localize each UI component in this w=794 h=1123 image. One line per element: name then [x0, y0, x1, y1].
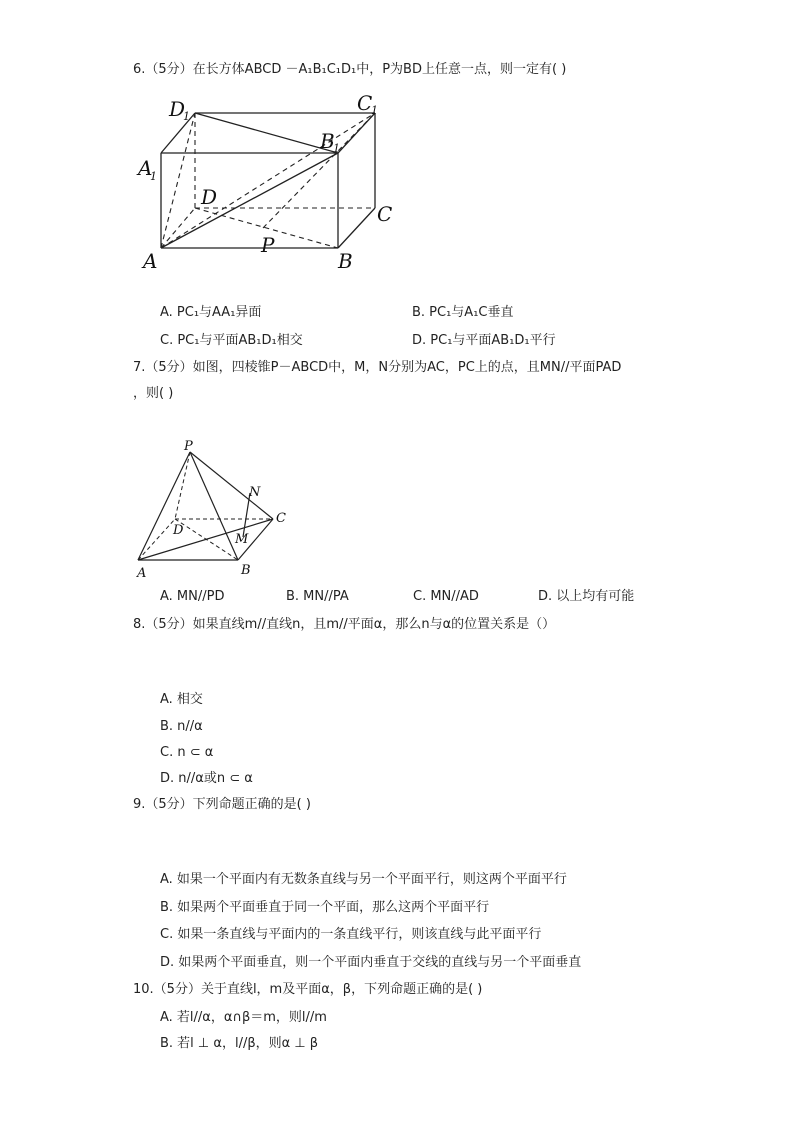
label-b1-sub: 1 — [333, 142, 340, 155]
label-a: A — [137, 566, 147, 581]
q9-option-b: B. 如果两个平面垂直于同一个平面，那么这两个平面平行 — [160, 900, 490, 915]
label-c: C — [377, 202, 393, 226]
q8-option-d: D. n//α或n ⊂ α — [160, 771, 253, 786]
label-p: P — [261, 233, 275, 257]
q9-option-c: C. 如果一条直线与平面内的一条直线平行，则该直线与此平面平行 — [160, 927, 542, 942]
q7-option-b: B. MN//PA — [286, 589, 349, 604]
cuboid-figure — [133, 88, 403, 278]
q6-stem: 6.（5分）在长方体ABCD －A₁B₁C₁D₁中，P为BD上任意一点，则一定有( ) — [133, 62, 567, 77]
q7-stem-line2: ，则( ) — [133, 386, 174, 401]
q6-option-a: A. PC₁与AA₁异面 — [160, 305, 262, 320]
label-d: D — [201, 185, 218, 209]
label-a1-sub: 1 — [150, 170, 157, 183]
label-b1: B — [320, 129, 335, 153]
q6-option-d: D. PC₁与平面AB₁D₁平行 — [412, 333, 556, 348]
q9-option-a: A. 如果一个平面内有无数条直线与另一个平面平行，则这两个平面平行 — [160, 872, 567, 887]
q8-stem: 8.（5分）如果直线m//直线n，且m//平面α，那么n与α的位置关系是（） — [133, 617, 556, 632]
label-b: B — [338, 249, 353, 273]
label-a: A — [143, 249, 158, 273]
q10-option-a: A. 若l//α，α∩β＝m，则l//m — [160, 1010, 327, 1025]
q7-stem-line1: 7.（5分）如图，四棱锥P－ABCD中，M，N分别为AC，PC上的点，且MN//平面PAD — [133, 360, 622, 375]
label-c1-sub: 1 — [371, 104, 378, 117]
label-a1: A — [138, 156, 153, 180]
label-p: P — [184, 439, 193, 454]
q8-option-c: C. n ⊂ α — [160, 745, 214, 760]
q8-option-a: A. 相交 — [160, 692, 203, 707]
label-b: B — [241, 563, 251, 578]
label-n: N — [249, 485, 261, 500]
label-d1: D — [169, 97, 186, 121]
label-d1-sub: 1 — [183, 110, 190, 123]
q7-option-c: C. MN//AD — [413, 589, 479, 604]
q10-stem: 10.（5分）关于直线l，m及平面α，β，下列命题正确的是( ) — [133, 982, 483, 997]
label-m: M — [235, 532, 249, 547]
q9-stem: 9.（5分）下列命题正确的是( ) — [133, 797, 311, 812]
q7-option-d: D. 以上均有可能 — [538, 589, 635, 604]
pyramid-figure — [133, 437, 303, 582]
q10-option-b: B. 若l ⊥ α，l//β，则α ⊥ β — [160, 1036, 319, 1051]
q9-option-d: D. 如果两个平面垂直，则一个平面内垂直于交线的直线与另一个平面垂直 — [160, 955, 582, 970]
label-c1: C — [357, 91, 373, 115]
label-c: C — [276, 511, 286, 526]
label-d: D — [173, 523, 184, 538]
q8-option-b: B. n//α — [160, 719, 203, 734]
q7-option-a: A. MN//PD — [160, 589, 225, 604]
q6-option-b: B. PC₁与A₁C垂直 — [412, 305, 514, 320]
q6-option-c: C. PC₁与平面AB₁D₁相交 — [160, 333, 303, 348]
